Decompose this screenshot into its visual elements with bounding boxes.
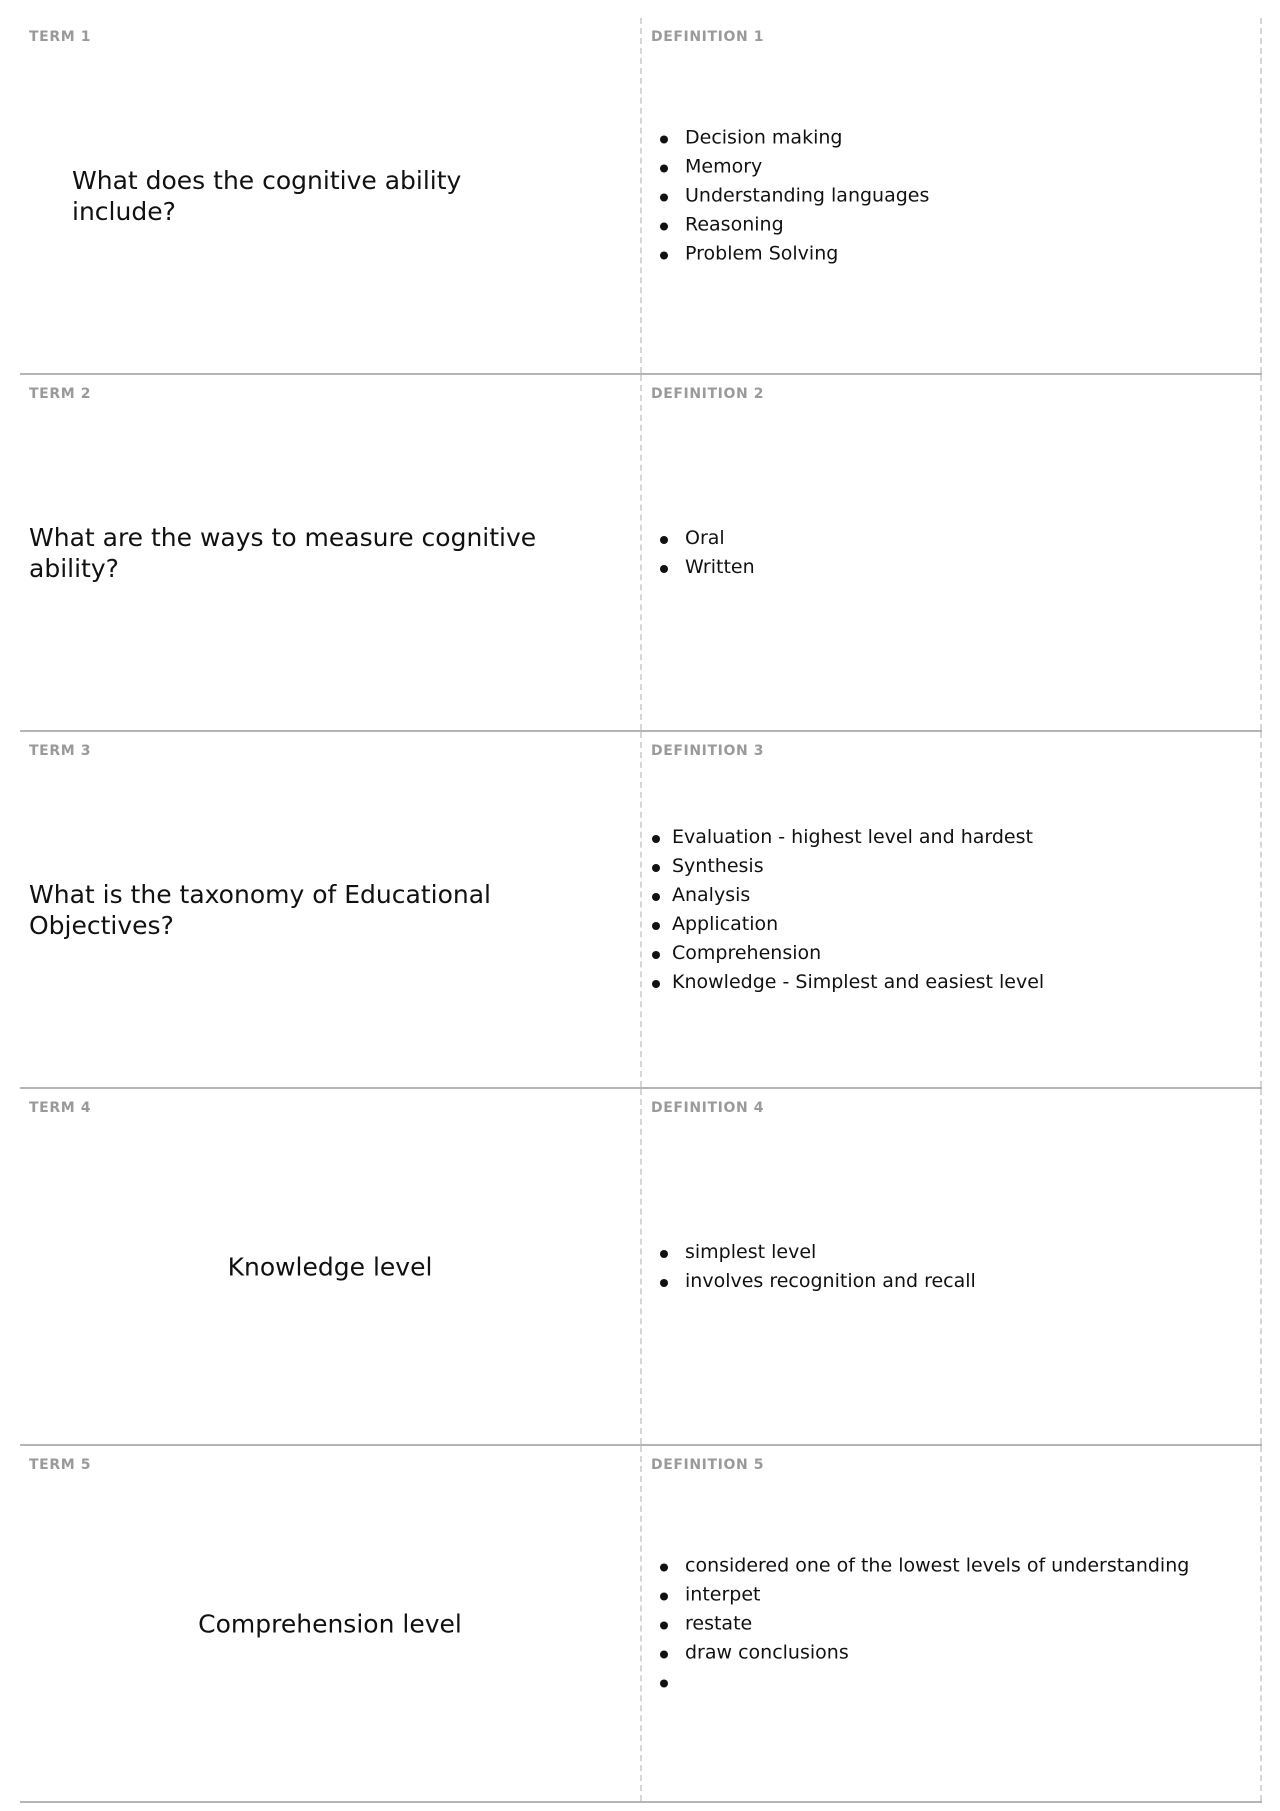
term-label-5: TERM 5 bbox=[29, 1457, 92, 1473]
definition-item: Understanding languages bbox=[642, 181, 929, 210]
term-label-2: TERM 2 bbox=[29, 386, 92, 402]
definition-item: Written bbox=[642, 553, 755, 582]
definition-label-3: DEFINITION 3 bbox=[651, 743, 765, 759]
definition-item: Knowledge - Simplest and easiest level bbox=[642, 968, 1044, 997]
flashcard-row-1 bbox=[20, 18, 1262, 375]
definition-item: Comprehension bbox=[642, 939, 1044, 968]
term-cell-2 bbox=[20, 375, 642, 730]
definition-item: Problem Solving bbox=[642, 239, 929, 268]
definition-item: Reasoning bbox=[642, 210, 929, 239]
definition-item: restate bbox=[642, 1609, 1189, 1638]
definition-list-1 bbox=[642, 123, 929, 268]
term-label-1: TERM 1 bbox=[29, 29, 92, 45]
definition-cell-5 bbox=[642, 1446, 1262, 1801]
definition-item bbox=[642, 1667, 1189, 1696]
term-text-5: Comprehension level bbox=[198, 1609, 462, 1638]
flashcard-row-3 bbox=[20, 732, 1262, 1089]
term-cell-4 bbox=[20, 1089, 642, 1444]
flashcard-row-2 bbox=[20, 375, 1262, 732]
definition-item: Evaluation - highest level and hardest bbox=[642, 823, 1044, 852]
definition-item: simplest level bbox=[642, 1238, 976, 1267]
term-cell-1 bbox=[20, 18, 642, 373]
definition-list-4 bbox=[642, 1238, 976, 1296]
term-text-3: What is the taxonomy of Educational Objectives? bbox=[29, 879, 491, 940]
definition-item: Decision making bbox=[642, 123, 929, 152]
definition-cell-1 bbox=[642, 18, 1262, 373]
definition-item: Application bbox=[642, 910, 1044, 939]
definition-item: involves recognition and recall bbox=[642, 1267, 976, 1296]
definition-list-3 bbox=[642, 823, 1044, 997]
definition-list-5 bbox=[642, 1551, 1189, 1696]
flashcard-row-4 bbox=[20, 1089, 1262, 1446]
definition-item: Oral bbox=[642, 524, 755, 553]
term-text-1: What does the cognitive ability include? bbox=[72, 165, 462, 226]
term-text-4: Knowledge level bbox=[227, 1252, 433, 1281]
term-text-2: What are the ways to measure cognitive ability? bbox=[29, 522, 537, 583]
definition-item: Memory bbox=[642, 152, 929, 181]
definition-cell-2 bbox=[642, 375, 1262, 730]
definition-cell-3 bbox=[642, 732, 1262, 1087]
definition-label-5: DEFINITION 5 bbox=[651, 1457, 765, 1473]
flashcard-sheet bbox=[20, 18, 1262, 1803]
definition-list-2 bbox=[642, 524, 755, 582]
definition-item: interpet bbox=[642, 1580, 1189, 1609]
definition-label-4: DEFINITION 4 bbox=[651, 1100, 765, 1116]
term-label-3: TERM 3 bbox=[29, 743, 92, 759]
definition-item: draw conclusions bbox=[642, 1638, 1189, 1667]
definition-item: considered one of the lowest levels of understanding bbox=[642, 1551, 1189, 1580]
definition-cell-4 bbox=[642, 1089, 1262, 1444]
definition-item: Analysis bbox=[642, 881, 1044, 910]
definition-label-2: DEFINITION 2 bbox=[651, 386, 765, 402]
definition-item: Synthesis bbox=[642, 852, 1044, 881]
term-cell-5 bbox=[20, 1446, 642, 1801]
flashcard-row-5 bbox=[20, 1446, 1262, 1803]
term-label-4: TERM 4 bbox=[29, 1100, 92, 1116]
term-cell-3 bbox=[20, 732, 642, 1087]
definition-label-1: DEFINITION 1 bbox=[651, 29, 765, 45]
